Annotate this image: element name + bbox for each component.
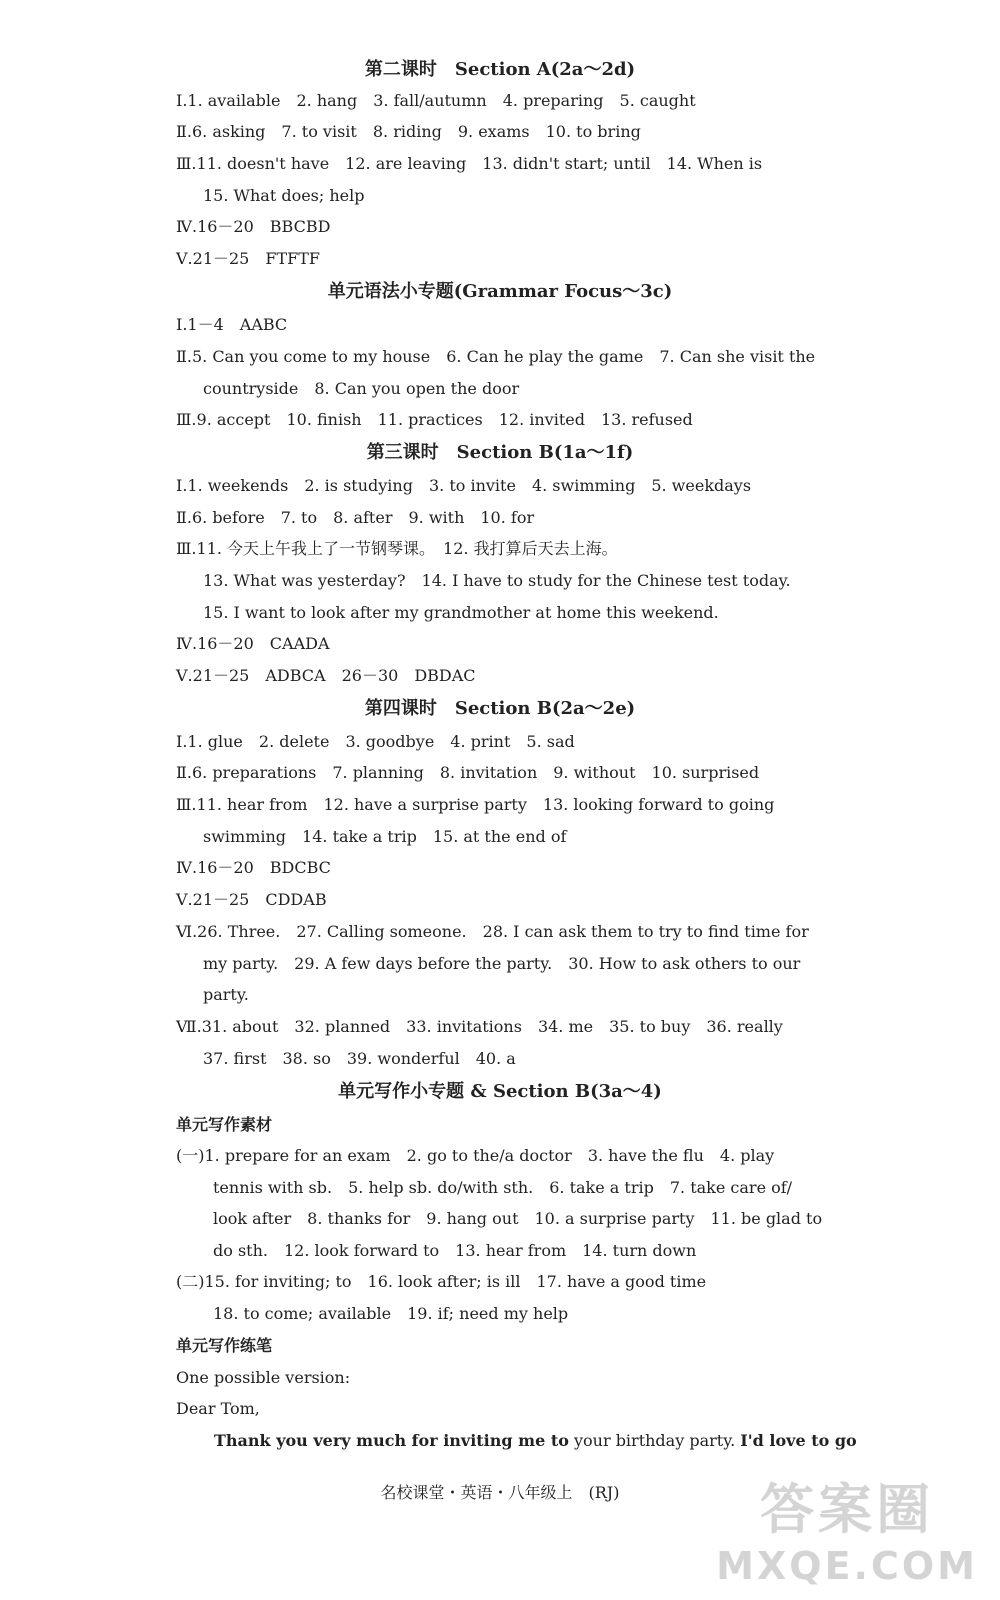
answer-line: look after 8. thanks for 9. hang out 10. a surprise party 11. be glad to [213,1209,823,1228]
answer-line: Ⅳ.16－20 BDCBC [176,858,331,877]
answer-line: tennis with sb. 5. help sb. do/with sth. 6. take a trip 7. take care of/ [213,1178,793,1197]
answer-line: Ⅱ.5. Can you come to my house 6. Can he play the game 7. Can she visit the [176,347,816,366]
section-title-lesson2: 第二课时 Section A(2a～2d) [364,59,636,80]
answer-line: One possible version: [176,1368,351,1387]
answer-line: 15. What does; help [203,186,365,205]
answer-line: do sth. 12. look forward to 13. hear from 14. turn down [213,1241,697,1260]
answer-line: Ⅰ.1. glue 2. delete 3. goodbye 4. print 5. sad [176,732,575,751]
letter-bold-part: I'd love to go [740,1431,857,1450]
letter-first-line [214,1430,857,1452]
answer-line: 18. to come; available 19. if; need my help [213,1304,569,1323]
answer-line: Ⅱ.6. preparations 7. planning 8. invitation 9. without 10. surprised [176,763,760,782]
answer-line: Ⅰ.1－4 AABC [176,315,288,334]
answer-line: Ⅲ.11. hear from 12. have a surprise party 13. looking forward to going [176,795,775,814]
answer-line: Ⅲ.11. 今天上午我上了一节钢琴课。 12. 我打算后天去上海。 [176,539,618,558]
answer-line: Ⅳ.16－20 BBCBD [176,217,331,236]
letter-normal-part: your birthday party. [568,1431,741,1450]
section-title-lesson3: 第三课时 Section B(1a～1f) [366,442,634,463]
answer-line: Ⅱ.6. before 7. to 8. after 9. with 10. for [176,508,535,527]
answer-line: Ⅰ.1. weekends 2. is studying 3. to invite 4. swimming 5. weekdays [176,476,752,495]
subheading-writing-practice: 单元写作练笔 [176,1336,273,1355]
answer-line: 13. What was yesterday? 14. I have to study for the Chinese test today. [203,571,791,590]
answer-line: countryside 8. Can you open the door [203,379,520,398]
answer-line: Dear Tom, [176,1399,260,1418]
answer-line: Ⅱ.6. asking 7. to visit 8. riding 9. exams 10. to bring [176,122,641,141]
answer-line: (一)1. prepare for an exam 2. go to the/a doctor 3. have the flu 4. play [176,1146,775,1165]
page-footer: 名校课堂・英语・八年级上 (RJ) [380,1483,620,1502]
answer-line: 37. first 38. so 39. wonderful 40. a [203,1049,516,1068]
answer-line: Ⅶ.31. about 32. planned 33. invitations 34. me 35. to buy 36. really [176,1017,783,1036]
watermark-bottom-text: MXQE.COM [716,1544,978,1588]
answer-line: Ⅲ.9. accept 10. finish 11. practices 12. invited 13. refused [176,410,693,429]
answer-line: Ⅴ.21－25 FTFTF [176,249,321,268]
answer-line: 15. I want to look after my grandmother at home this weekend. [203,603,719,622]
answer-line: swimming 14. take a trip 15. at the end of [203,827,567,846]
letter-bold-part: Thank you very much for inviting me to [214,1431,569,1450]
section-title-grammar: 单元语法小专题(Grammar Focus～3c) [327,281,673,302]
section-title-lesson4: 第四课时 Section B(2a～2e) [364,698,636,719]
answer-line: Ⅴ.21－25 CDDAB [176,890,327,909]
answer-line: Ⅵ.26. Three. 27. Calling someone. 28. I can ask them to try to find time for [176,922,809,941]
answer-line: Ⅲ.11. doesn't have 12. are leaving 13. didn't start; until 14. When is [176,154,763,173]
section-title-writing: 单元写作小专题 & Section B(3a～4) [338,1081,662,1102]
answer-line: Ⅰ.1. available 2. hang 3. fall/autumn 4. preparing 5. caught [176,91,696,110]
answer-line: Ⅳ.16－20 CAADA [176,634,330,653]
answer-line: my party. 29. A few days before the party. 30. How to ask others to our [203,954,801,973]
answer-line: (二)15. for inviting; to 16. look after; is ill 17. have a good time [176,1272,707,1291]
answer-line: party. [203,985,249,1004]
subheading-writing-material: 单元写作素材 [176,1115,273,1134]
watermark-logo [716,1467,978,1588]
answer-line: Ⅴ.21－25 ADBCA 26－30 DBDAC [176,666,476,685]
watermark-top-text: 答案圈 [760,1478,935,1541]
